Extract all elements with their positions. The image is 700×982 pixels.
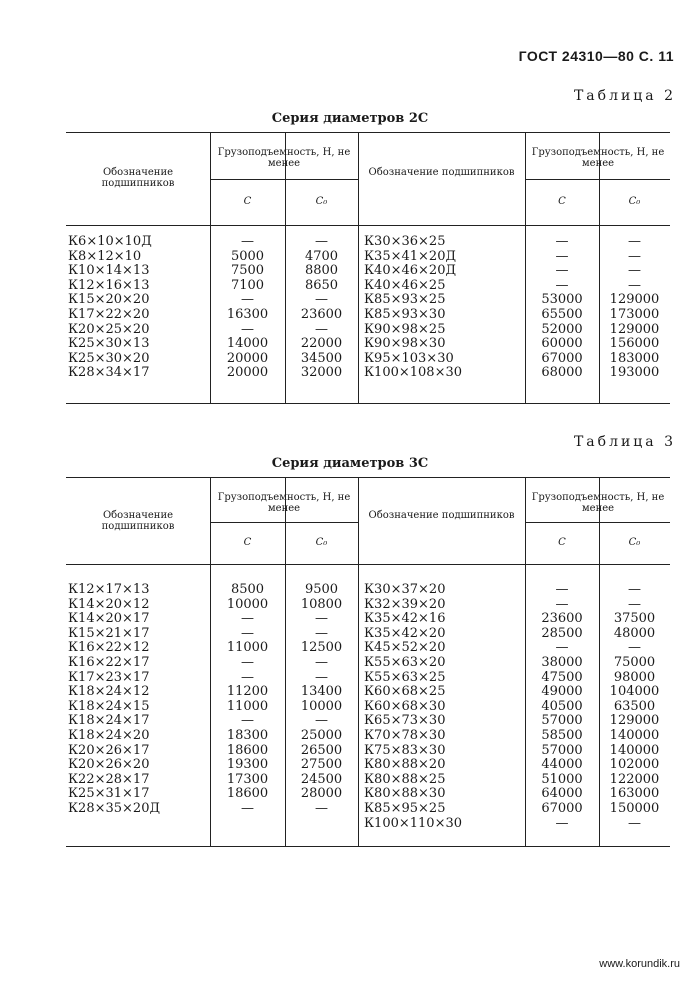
table3-right-designation-cell: К55×63×25 [364,669,446,685]
table3-left-c-cell: 17300 [226,771,269,787]
table2-right-designation-cell: К95×103×30 [364,350,454,366]
table3-header-capacity-left: Грузоподъемность, Н, не менее [217,492,351,514]
table2-header-c0-right: C₀ [628,196,641,207]
table2-right-c-cell: — [555,234,569,249]
table3-left-c0-values [285,583,358,817]
table2-right-designation-cell: К90×98×30 [364,336,446,352]
table3-right-c-cell: 58500 [541,727,583,743]
table3-left-c0-cell: — [315,625,328,641]
table2-right-c-cell: — [555,248,569,264]
table2-left-c0-values [285,235,358,381]
table2-left-designation-cell: К28×34×17 [68,365,150,381]
table3-left-designation-cell: К20×26×20 [68,757,150,773]
table2-right-c-cell: 65500 [541,306,583,322]
table3-right-c-cell: 49000 [541,684,583,700]
table3-right-designation-cell: К32×39×20 [364,596,446,612]
table3-right-c0-cell: 98000 [613,669,656,685]
table3-header-designation: Обозначение подшипников [101,510,175,532]
table3-right-designations [364,583,524,831]
table2-header-c0-left: C₀ [315,196,328,207]
table2-right-c-values [525,235,599,381]
table3-right-c0-cell: 75000 [613,654,656,670]
table3-left-designation-cell: К12×17×13 [68,582,150,597]
table3-left-c-cell: 10000 [226,596,269,612]
table3-right-c-cell: 47500 [541,669,583,685]
table3-right-c0-cell: 140000 [609,727,660,743]
table3-right-c0-values [599,583,670,831]
table2-left-designation-cell: К15×20×20 [68,292,150,308]
table2-left-c0-cell: 34500 [300,350,343,366]
table2-left-c-cell: 20000 [226,365,269,381]
table3-left-designation-cell: К16×22×12 [68,640,150,656]
table2-left-c0-cell: 4700 [304,248,339,264]
table2-right-c-cell: 60000 [541,336,583,352]
table3-left-c-cell: 18300 [226,727,269,743]
table3-right-c0-cell: 140000 [609,742,660,758]
table3-left-designation-cell: К20×26×17 [68,742,150,758]
table2-right-c0-cell: — [628,277,641,293]
table3-left-designation-cell: К22×28×17 [68,771,150,787]
table3-right-designation-cell: К65×73×30 [364,713,446,729]
table3-right-designation-cell: К85×95×25 [364,800,446,816]
table2-right-designation-cell: К40×46×20Д [364,263,457,279]
table2-right-c-cell: 52000 [541,321,583,337]
page-header: ГОСТ 24310—80 С. 11 [518,48,674,64]
table2 [66,132,670,404]
table3-right-designation-cell: К80×88×30 [364,786,446,802]
table3-left-designation-cell: К17×23×17 [68,669,150,685]
table3-header-capacity-right: Грузоподъемность, Н, не менее [531,492,665,514]
table2-left-c0-cell: — [315,292,328,308]
table3-right-c-values [525,583,599,831]
table2-right-c0-cell: 183000 [609,350,660,366]
table2-label: Таблица 2 [573,88,676,104]
table3-left-designation-cell: К18×24×20 [68,727,150,743]
table3-right-c-cell: 51000 [541,771,583,787]
table3-left-designation-cell: К18×24×17 [68,713,150,729]
table2-left-c-cell: 7500 [230,263,265,279]
table2-left-designation-cell: К8×12×10 [68,248,142,264]
table3-left-c0-cell: 9500 [304,582,339,597]
table3-left-c-cell: — [241,625,254,641]
table3-left-c-cell: — [241,800,254,816]
table3-left-designation-cell: К16×22×17 [68,654,150,670]
table3-right-designation-cell: К35×42×16 [364,611,446,627]
table3-left-designations [68,583,208,817]
table3-right-c0-cell: — [628,640,641,656]
table2-left-designation-cell: К10×14×13 [68,263,150,279]
table2-right-designation-cell: К40×46×25 [364,277,446,293]
table2-left-designation-cell: К20×25×20 [68,321,150,337]
table2-right-designation-cell: К35×41×20Д [364,248,457,264]
table2-header-capacity-right: Грузоподъемность, Н, не менее [531,147,665,169]
table3-right-c-cell: — [555,582,569,597]
table2-left-c-cell: — [241,234,254,249]
table2-left-c-cell: 7100 [230,277,265,293]
table3-left-c0-cell: 26500 [300,742,343,758]
table2-left-c-cell: — [241,292,254,308]
table3-left-c-cell: — [241,669,254,685]
table3-right-designation-cell: К75×83×30 [364,742,446,758]
table2-left-designations [68,235,208,381]
table3-right-c-cell: 67000 [541,800,583,816]
table2-header-designation: Обозначение подшипников [101,167,175,189]
table2-left-designation-cell: К25×30×20 [68,350,150,366]
table3-left-designation-cell: К15×21×17 [68,625,150,641]
table2-left-c0-cell: 32000 [300,365,343,381]
table3-left-designation-cell: К25×31×17 [68,786,150,802]
table3-left-designation-cell: К18×24×15 [68,698,150,714]
table2-right-c-cell: 67000 [541,350,583,366]
table3-right-designation-cell: К80×88×25 [364,771,446,787]
table3-right-c0-cell: — [628,815,641,831]
table2-left-designation-cell: К17×22×20 [68,306,150,322]
table3-right-c0-cell: 163000 [609,786,660,802]
table3-left-c0-cell: — [315,654,328,670]
table2-header-c-left: C [243,196,252,207]
table3-right-c-cell: — [555,815,569,831]
table3-left-c-cell: 11200 [226,684,269,700]
table3-left-c-values [210,583,285,817]
table3-left-designation-cell: К14×20×12 [68,596,150,612]
table3-right-designation-cell: К60×68×30 [364,698,446,714]
table3-left-c0-cell: — [315,800,328,816]
table2-left-c0-cell: 8800 [304,263,339,279]
table3-left-c0-cell: 13400 [300,684,343,700]
table3 [66,477,670,847]
table3-right-designation-cell: К30×37×20 [364,582,446,597]
table2-right-designation-cell: К85×93×30 [364,306,446,322]
table3-right-c0-cell: 63500 [613,698,656,714]
table2-right-c-cell: 68000 [541,365,583,381]
table3-header-designation-right: Обозначение подшипников [368,510,515,521]
table3-left-c-cell: 18600 [226,742,269,758]
table2-left-c0-cell: — [315,234,328,249]
table2-right-c0-cell: — [628,263,641,279]
table3-left-c-cell: — [241,713,254,729]
table3-left-c-cell: 8500 [230,582,265,597]
table3-right-c0-cell: — [628,582,641,597]
table2-right-c-cell: 53000 [541,292,583,308]
table2-header-designation-right: Обозначение подшипников [368,167,515,178]
table3-label: Таблица 3 [573,434,676,450]
table2-left-c-cell: 16300 [226,306,269,322]
table3-left-designation-cell: К14×20×17 [68,611,150,627]
table3-right-c0-cell: 104000 [609,684,660,700]
table2-right-c-cell: — [555,263,569,279]
table2-left-c-cell: 20000 [226,350,269,366]
table3-right-c0-cell: — [628,596,641,612]
table2-right-c0-cell: 193000 [609,365,660,381]
table3-left-c0-cell: 25000 [300,727,343,743]
footer-watermark: www.korundik.ru [599,958,680,970]
table3-right-c-cell: 38000 [541,654,583,670]
table2-left-c0-cell: 22000 [300,336,343,352]
table3-header-c-right: C [558,537,566,548]
table3-left-c-cell: 18600 [226,786,269,802]
table2-right-designation-cell: К100×108×30 [364,365,463,381]
table2-left-c-cell: 14000 [226,336,269,352]
table3-header-c0-right: C₀ [628,537,641,548]
table2-right-c0-cell: 156000 [609,336,660,352]
table3-right-designation-cell: К60×68×25 [364,684,446,700]
table3-right-c-cell: 57000 [541,742,583,758]
table2-right-designation-cell: К85×93×25 [364,292,446,308]
table3-left-c-cell: 11000 [226,640,269,656]
table3-right-designation-cell: К35×42×20 [364,625,446,641]
table3-right-c-cell: 40500 [541,698,583,714]
table2-right-designation-cell: К90×98×25 [364,321,446,337]
table3-right-c-cell: 64000 [541,786,583,802]
table3-left-c0-cell: — [315,611,328,627]
table3-right-designation-cell: К45×52×20 [364,640,446,656]
table3-header-c0-left: C₀ [315,537,328,548]
table3-right-designation-cell: К80×88×20 [364,757,446,773]
table2-right-c0-cell: — [628,248,641,264]
table2-left-c-cell: — [241,321,254,337]
table3-left-c-cell: — [241,611,254,627]
table3-right-c0-cell: 48000 [613,625,656,641]
table2-right-c0-cell: 173000 [609,306,660,322]
table2-left-c0-cell: — [315,321,328,337]
table3-left-c-cell: — [241,654,254,670]
table2-header-capacity-left: Грузоподъемность, Н, не менее [217,147,351,169]
table3-right-designation-cell: К70×78×30 [364,727,446,743]
table2-header-c-right: C [558,196,566,207]
table3-left-c0-cell: 10000 [300,698,343,714]
table3-left-c0-cell: 27500 [300,757,343,773]
table2-left-c-cell: 5000 [230,248,265,264]
table3-left-c0-cell: 12500 [300,640,343,656]
table3-left-c-cell: 19300 [226,757,269,773]
table3-left-c0-cell: 24500 [300,771,343,787]
table3-title: Серия диаметров 3С [271,456,429,471]
table3-left-c0-cell: 10800 [300,596,343,612]
table3-right-c-cell: 28500 [541,625,583,641]
table2-left-designation-cell: К12×16×13 [68,277,150,293]
table3-right-c-cell: 23600 [541,611,583,627]
table3-right-designation-cell: К100×110×30 [364,815,463,831]
table2-right-designation-cell: К30×36×25 [364,234,446,249]
table2-left-c-values [210,235,285,381]
table3-left-designation-cell: К18×24×12 [68,684,150,700]
table3-right-designation-cell: К55×63×20 [364,654,446,670]
table3-left-c0-cell: — [315,713,328,729]
table3-right-c0-cell: 122000 [609,771,660,787]
table3-left-c0-cell: 28000 [300,786,343,802]
table2-right-c-cell: — [555,277,569,293]
table2-left-designation-cell: К6×10×10Д [68,234,152,249]
table2-title: Серия диаметров 2С [271,111,429,126]
table3-right-c0-cell: 37500 [613,611,656,627]
table2-right-c0-cell: 129000 [609,321,660,337]
table2-left-c0-cell: 23600 [300,306,343,322]
table3-left-c0-cell: — [315,669,328,685]
table2-right-c0-cell: — [628,234,641,249]
table3-left-c-cell: 11000 [226,698,269,714]
table3-header-c-left: C [243,537,252,548]
table3-right-c-cell: 57000 [541,713,583,729]
table3-right-c0-cell: 150000 [609,800,660,816]
table3-right-c0-cell: 129000 [609,713,660,729]
table3-right-c-cell: — [555,596,569,612]
table3-right-c0-cell: 102000 [609,757,660,773]
table2-right-designations [364,235,524,381]
table2-right-c0-values [599,235,670,381]
table2-left-designation-cell: К25×30×13 [68,336,150,352]
table3-left-designation-cell: К28×35×20Д [68,800,161,816]
table3-right-c-cell: 44000 [541,757,583,773]
table3-right-c-cell: — [555,640,569,656]
table2-right-c0-cell: 129000 [609,292,660,308]
table2-left-c0-cell: 8650 [304,277,339,293]
